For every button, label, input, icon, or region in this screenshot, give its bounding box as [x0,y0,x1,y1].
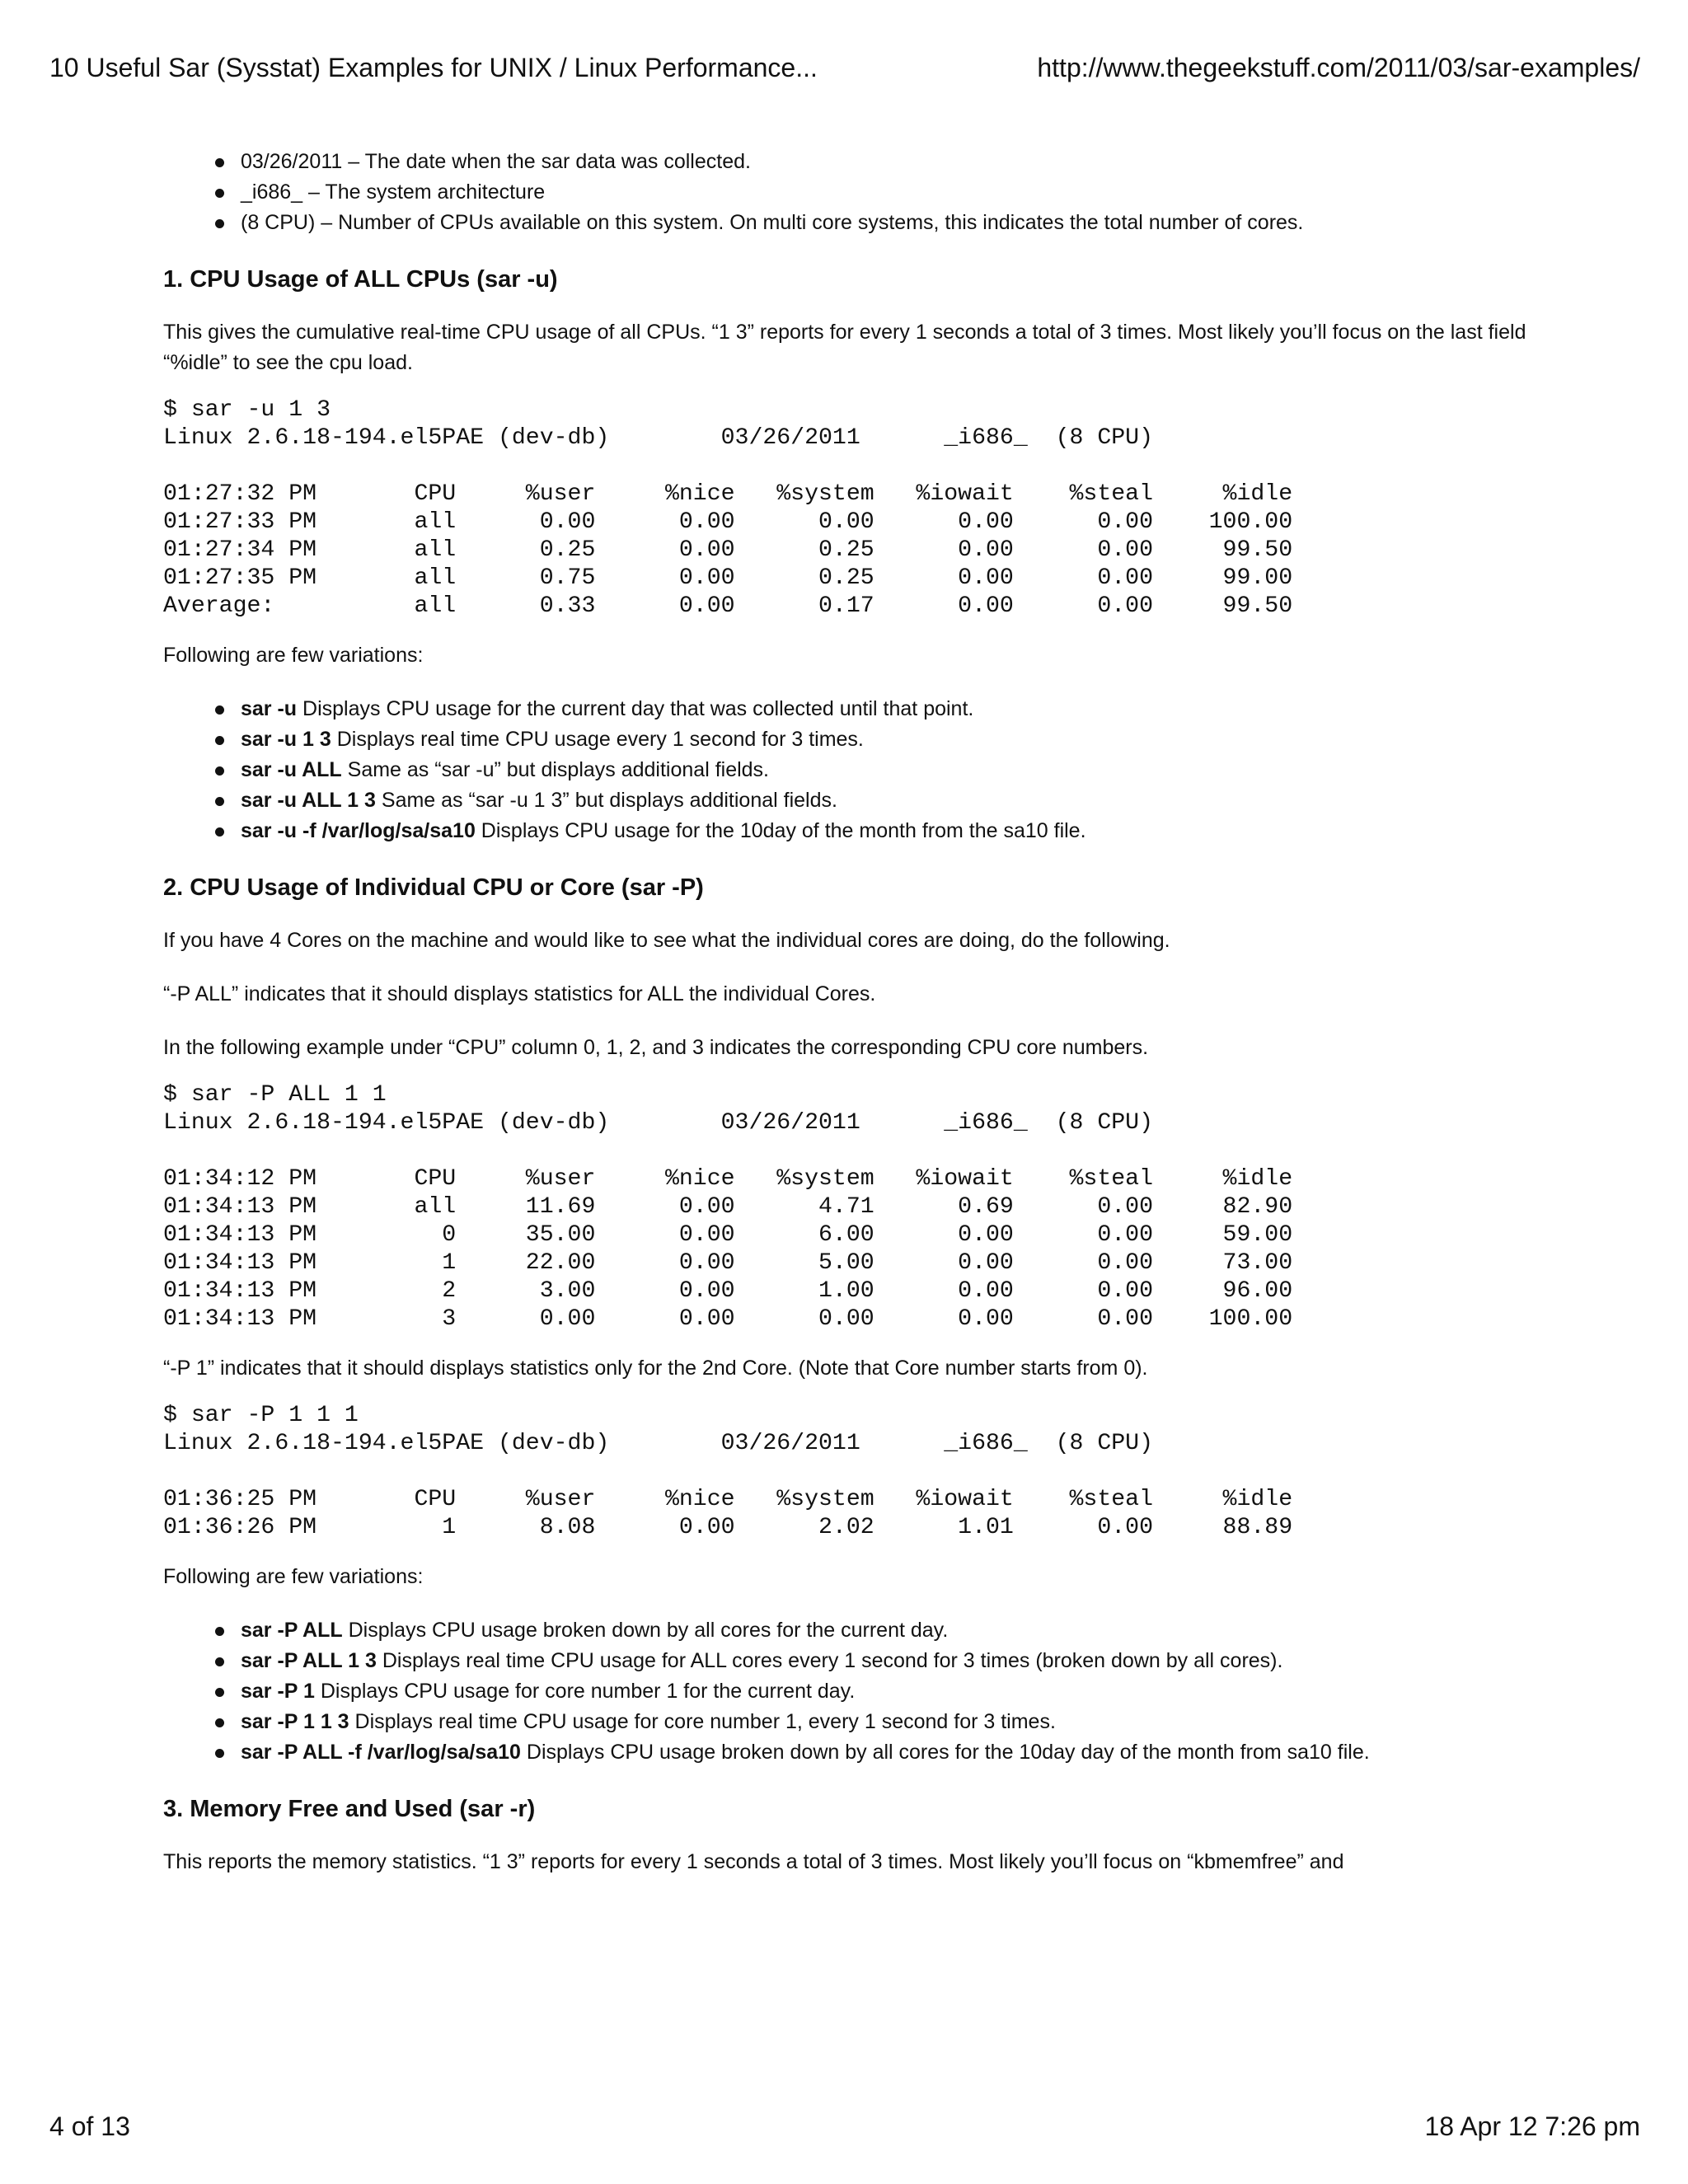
list-item: 03/26/2011 – The date when the sar data was collected. [241,147,1531,177]
command-text: sar -P ALL -f /var/log/sa/sa10 [241,1741,521,1764]
list-item [241,724,1531,755]
list-item [241,1737,1531,1768]
document-url[interactable]: http://www.thegeekstuff.com/2011/03/sar-examples/ [1037,53,1640,82]
section-3-paragraph: This reports the memory statistics. “1 3” reports for every 1 seconds a total of 3 times. Most likely you’ll focus on “kbmemfree” and [163,1850,1344,1873]
section-2-variations-intro: Following are few variations: [163,1565,424,1588]
command-description: Displays CPU usage for the 10day of the month from the sa10 file. [475,819,1086,842]
command-description: Same as “sar -u” but displays additional fields. [341,758,770,781]
section-3-heading: 3. Memory Free and Used (sar -r) [163,1796,536,1822]
list-item [241,816,1531,846]
command-text: sar -u ALL [241,758,342,781]
page-number: 4 of 13 [49,2111,130,2141]
section-2-paragraph-1: If you have 4 Cores on the machine and would like to see what the individual cores are doing, do the following. [163,929,1170,952]
list-item [241,755,1531,785]
section-1-variations-intro: Following are few variations: [163,644,424,667]
list-item [241,1646,1531,1676]
list-item [241,1707,1531,1737]
section-2-paragraph-3: In the following example under “CPU” column 0, 1, 2, and 3 indicates the corresponding CPU core numbers. [163,1036,1149,1059]
section-2-paragraph-2: “-P ALL” indicates that it should displays statistics for ALL the individual Cores. [163,982,876,1005]
list-item [241,785,1531,816]
page-header [49,49,1640,86]
command-description: Displays real time CPU usage every 1 second for 3 times. [331,728,864,751]
command-text: sar -P 1 [241,1680,315,1703]
section-2-variations-list [163,1615,1531,1768]
command-text: sar -u -f /var/log/sa/sa10 [241,819,476,842]
command-description: Displays CPU usage broken down by all cores for the 10day day of the month from sa10 file. [520,1741,1370,1764]
command-text: sar -P ALL [241,1619,343,1642]
command-text: sar -P 1 1 3 [241,1710,349,1733]
page-footer [49,2108,1640,2144]
section-2-paragraph-4: “-P 1” indicates that it should displays statistics only for the 2nd Core. (Note that Core number starts from 0). [163,1357,1148,1380]
command-text: sar -u ALL 1 3 [241,789,376,812]
section-1-heading: 1. CPU Usage of ALL CPUs (sar -u) [163,266,558,293]
command-description: Displays CPU usage for the current day that was collected until that point. [297,697,974,720]
document-title: 10 Useful Sar (Sysstat) Examples for UNIX / Linux Performance... [49,53,818,82]
section-1-paragraph: This gives the cumulative real-time CPU usage of all CPUs. “1 3” reports for every 1 seconds a total of 3 times. Most likely you’ll focus on the last field “%idle” to see the cpu load. [163,321,1526,374]
list-item [241,694,1531,724]
list-item [241,1676,1531,1707]
command-text: sar -u [241,697,298,720]
article-content [163,147,1531,1877]
command-description: Same as “sar -u 1 3” but displays additional fields. [375,789,837,812]
command-description: Displays real time CPU usage for core number 1, every 1 second for 3 times. [349,1710,1056,1733]
section-2-heading: 2. CPU Usage of Individual CPU or Core (sar -P) [163,874,704,901]
list-item: _i686_ – The system architecture [241,177,1531,208]
sar-u-output-block: $ sar -u 1 3 Linux 2.6.18-194.el5PAE (dev-db) 03/26/2011 _i686_ (8 CPU) 01:27:32 PM CPU %user %nice %system %iowait %steal %idle 01:27:33 PM all 0.00 0.00 0.00 0.00 0.00 100.00 01:27:34 PM all 0.25 0.00 0.25 0.00 0.00 99.50 01:27:35 PM all 0.75 0.00 0.25 0.00 0.00 99.00 Average: all 0.33 0.00 0.17 0.00 0.00 99.50 [163,397,1293,619]
intro-bullet-list [163,147,1531,238]
list-item: (8 CPU) – Number of CPUs available on this system. On multi core systems, this indicates the total number of cores. [241,208,1531,238]
command-text: sar -u 1 3 [241,728,331,751]
sar-p-all-output-block: $ sar -P ALL 1 1 Linux 2.6.18-194.el5PAE (dev-db) 03/26/2011 _i686_ (8 CPU) 01:34:12 PM CPU %user %nice %system %iowait %steal %idle 01:34:13 PM all 11.69 0.00 4.71 0.69 0.00 82.90 01:34:13 PM 0 35.00 0.00 6.00 0.00 0.00 59.00 01:34:13 PM 1 22.00 0.00 5.00 0.00 0.00 73.00 01:34:13 PM 2 3.00 0.00 1.00 0.00 0.00 96.00 01:34:13 PM 3 0.00 0.00 0.00 0.00 0.00 100.00 [163,1082,1293,1332]
command-description: Displays real time CPU usage for ALL cores every 1 second for 3 times (broken down by all cores). [376,1649,1283,1672]
list-item [241,1615,1531,1646]
sar-p-1-output-block: $ sar -P 1 1 1 Linux 2.6.18-194.el5PAE (dev-db) 03/26/2011 _i686_ (8 CPU) 01:36:25 PM CPU %user %nice %system %iowait %steal %idle 01:36:26 PM 1 8.08 0.00 2.02 1.01 0.00 88.89 [163,1403,1293,1540]
section-1-variations-list [163,694,1531,846]
command-description: Displays CPU usage broken down by all cores for the current day. [342,1619,949,1642]
command-text: sar -P ALL 1 3 [241,1649,377,1672]
command-description: Displays CPU usage for core number 1 for the current day. [314,1680,856,1703]
print-timestamp: 18 Apr 12 7:26 pm [1424,2111,1640,2141]
